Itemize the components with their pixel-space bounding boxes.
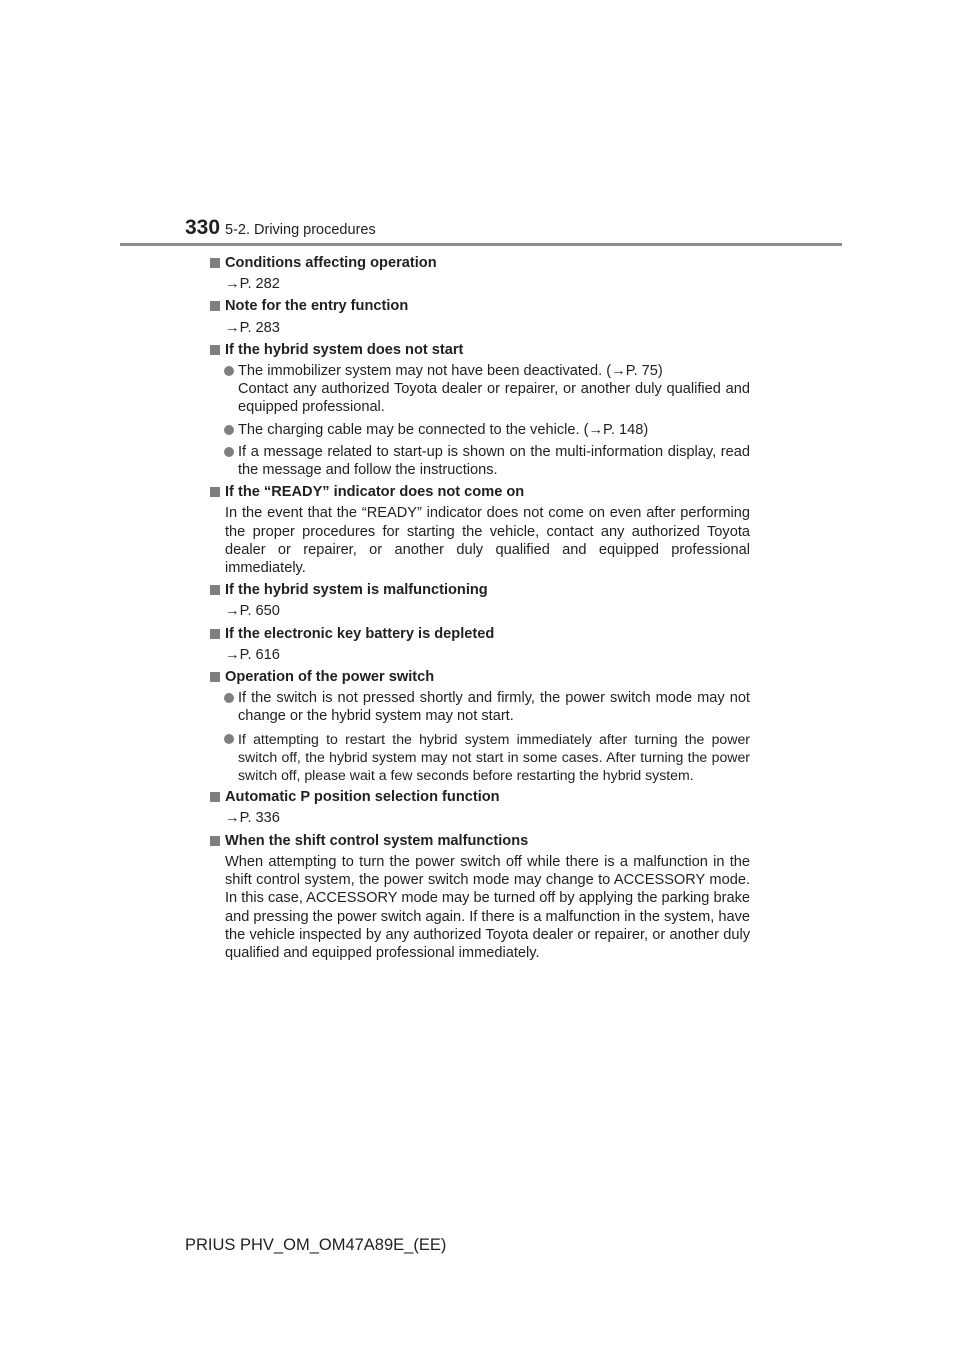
section-auto-p-position: [210, 788, 750, 827]
square-bullet-icon: [210, 487, 220, 497]
section-body: When attempting to turn the power switch off while there is a malfunction in the shift control system, the power switch mode may change to ACCESSORY mode. In this case, ACCESSORY mode may be turned off by applying the parking brake and pressing the power switch again. If there is a malfunction in the system, have the vehicle inspected by any authorized Toyota dealer or repairer, or another duly qualified and equipped professional immediately.: [225, 853, 750, 961]
page-header: [185, 216, 376, 240]
page-number: 330: [185, 216, 221, 239]
section-body: In the event that the “READY” indicator does not come on even after performing the proper procedures for starting the vehicle, contact any authorized Toyota dealer or repairer, or another duly qualified and equipped professional immediately.: [225, 505, 750, 577]
round-bullet-icon: [224, 693, 234, 703]
square-bullet-icon: [210, 258, 220, 268]
header-divider: [120, 243, 842, 246]
page-reference: →P. 282: [225, 276, 280, 293]
section-hybrid-not-start: [210, 341, 750, 479]
square-bullet-icon: [210, 792, 220, 802]
page-reference: →P. 616: [225, 646, 280, 663]
section-power-switch: [210, 668, 750, 784]
round-bullet-icon: [224, 447, 234, 457]
section-title: When the shift control system malfunctions: [210, 832, 750, 850]
chapter-title: 5-2. Driving procedures: [225, 222, 376, 238]
section-title: If the hybrid system is malfunctioning: [210, 581, 750, 599]
section-key-battery: [210, 625, 750, 664]
page-content: [210, 254, 750, 966]
round-bullet-icon: [224, 734, 234, 744]
list-item: The immobilizer system may not have been deactivated. (→P. 75) Contact any authorized Toyota dealer or repairer, or another duly qualified and equipped professional.: [210, 362, 750, 417]
section-title: If the hybrid system does not start: [210, 341, 750, 359]
section-title: Note for the entry function: [210, 297, 750, 315]
square-bullet-icon: [210, 672, 220, 682]
section-conditions: [210, 254, 750, 293]
section-title: If the “READY” indicator does not come on: [210, 483, 750, 501]
page-reference: →P. 283: [225, 319, 280, 336]
square-bullet-icon: [210, 836, 220, 846]
section-title: Conditions affecting operation: [210, 254, 750, 272]
square-bullet-icon: [210, 629, 220, 639]
section-title: Operation of the power switch: [210, 668, 750, 686]
section-title: Automatic P position selection function: [210, 788, 750, 806]
section-shift-control: [210, 832, 750, 962]
list-item: If the switch is not pressed shortly and firmly, the power switch mode may not change or the hybrid system may not start.: [210, 689, 750, 725]
section-hybrid-malfunction: [210, 581, 750, 620]
section-ready-indicator: [210, 483, 750, 577]
page-reference: →P. 336: [225, 810, 280, 827]
square-bullet-icon: [210, 301, 220, 311]
page-reference: →P. 650: [225, 603, 280, 620]
document-code: PRIUS PHV_OM_OM47A89E_(EE): [185, 1236, 447, 1254]
list-item: If a message related to start-up is shown on the multi-information display, read the message and follow the instructions.: [210, 443, 750, 479]
list-item: The charging cable may be connected to the vehicle. (→P. 148): [210, 421, 750, 439]
section-entry-function: [210, 297, 750, 336]
square-bullet-icon: [210, 585, 220, 595]
round-bullet-icon: [224, 425, 234, 435]
list-item: If attempting to restart the hybrid system immediately after turning the power switch off, the hybrid system may not start in some cases. After turning the power switch off, please wait a few seconds before restarting the hybrid system.: [210, 730, 750, 785]
square-bullet-icon: [210, 345, 220, 355]
section-title: If the electronic key battery is depleted: [210, 625, 750, 643]
round-bullet-icon: [224, 366, 234, 376]
